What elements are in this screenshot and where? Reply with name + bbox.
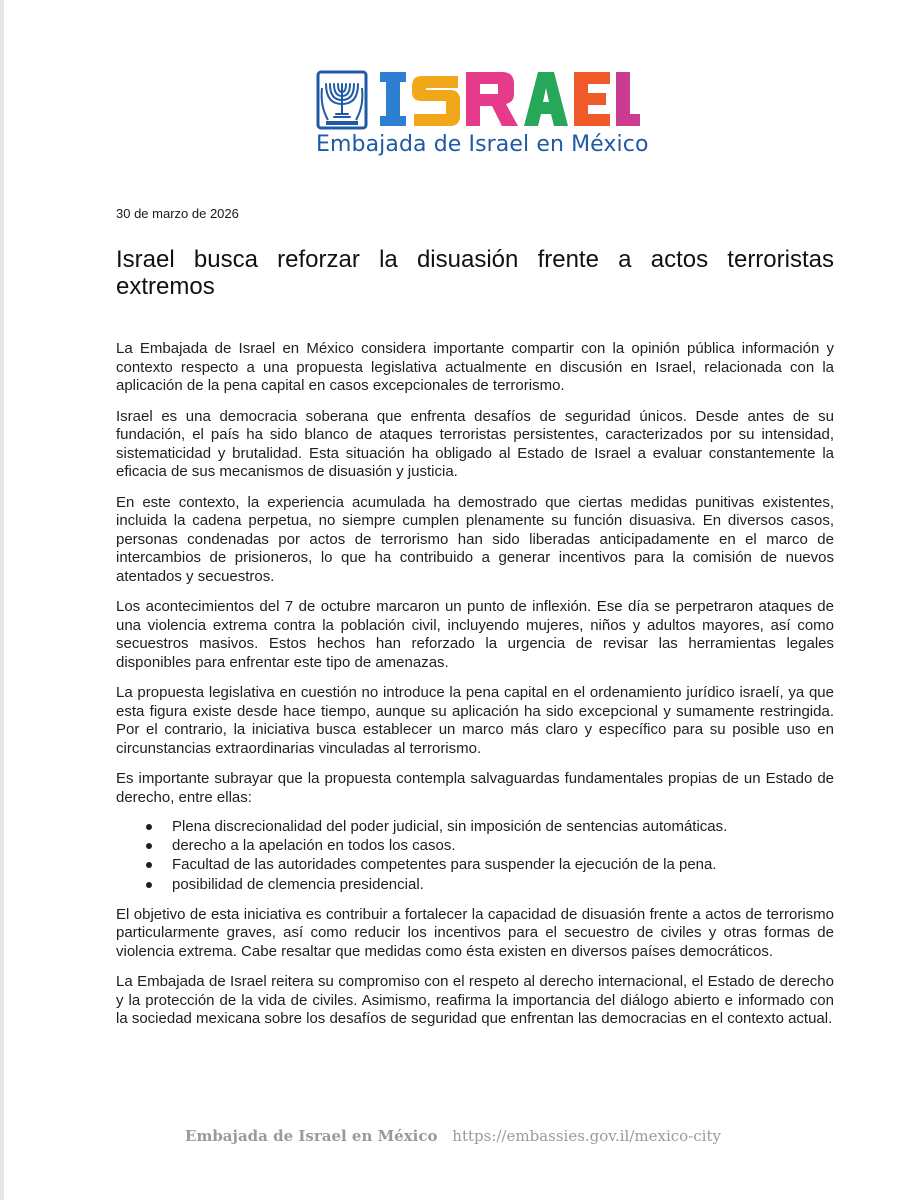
letterhead xyxy=(316,66,656,166)
list-item-text: posibilidad de clemencia presidencial. xyxy=(172,875,424,893)
bullet-icon xyxy=(146,824,152,830)
israel-wordmark-logo xyxy=(378,68,640,130)
paragraph: Israel es una democracia soberana que enfrenta desafíos de seguridad únicos. Desde antes de su fundación, el país ha sido blanco de ataques terroristas persistentes, caracterizados por su intensidad, sistematicidad y brutalidad. Esta situación ha obligado al Estado de Israel a evaluar constantemente la eficacia de sus mecanismos de disuasión y justicia. xyxy=(116,407,834,480)
paragraph: La Embajada de Israel en México considera importante compartir con la opinión pública información y contexto respecto a una propuesta legislativa actualmente en discusión en Israel, relacionada con la aplicación de la pena capital en casos excepcionales de terrorismo. xyxy=(116,340,834,394)
paragraph: Los acontecimientos del 7 de octubre marcaron un punto de inflexión. Ese día se perpetraron ataques de una violencia extrema contra la población civil, incluyendo mujeres, niños y adultos mayores, así como secuestros masivos. Estos hechos han reforzado la urgencia de revisar las herramientas legales disponibles para enfrentar este tipo de amenazas. xyxy=(116,598,834,671)
list-item xyxy=(116,836,834,855)
page-footer xyxy=(0,1127,906,1145)
bullet-icon xyxy=(146,882,152,888)
list-item-text: Plena discrecionalidad del poder judicial, sin imposición de sentencias automáticas. xyxy=(172,818,728,835)
page-edge xyxy=(0,0,4,1200)
list-item-text: Facultad de las autoridades competentes para suspender la ejecución de la pena. xyxy=(172,856,717,874)
list-item xyxy=(116,855,834,874)
footer-website-link[interactable]: https://embassies.gov.il/mexico-city xyxy=(452,1127,721,1145)
list-item xyxy=(116,875,834,894)
safeguards-list xyxy=(116,817,834,894)
paragraph: En este contexto, la experiencia acumulada ha demostrado que ciertas medidas punitivas existentes, incluida la cadena perpetua, no siempre cumplen plenamente su función disuasiva. En diversos casos, personas condenadas por actos de terrorismo han sido liberadas anticipadamente en el marco de intercambios de prisioneros, lo que ha contribuido a generar incentivos para la comisión de nuevos atentados y secuestros. xyxy=(116,493,834,585)
document-title: Israel busca reforzar la disuasión frente a actos terroristas extremos xyxy=(116,246,834,300)
document-date: 30 de marzo de 2026 xyxy=(116,206,239,221)
paragraph: Es importante subrayar que la propuesta contempla salvaguardas fundamentales propias de un Estado de derecho, entre ellas: xyxy=(116,770,834,806)
paragraph: El objetivo de esta iniciativa es contribuir a fortalecer la capacidad de disuasión frente a actos de terrorismo particularmente graves, así como reducir los incentivos para el secuestro de civiles y otras formas de violencia extrema. Cabe resaltar que medidas como ésta existen en diversos países democráticos. xyxy=(116,905,834,960)
paragraph: La propuesta legislativa en cuestión no introduce la pena capital en el ordenamiento jurídico israelí, ya que esta figura existe desde hace tiempo, aunque su aplicación ha sido excepcional y sumamente restringida. Por el contrario, la iniciativa busca establecer un marco más claro y específico para su posible uso en circunstancias extraordinarias vinculadas al terrorismo. xyxy=(116,684,834,757)
embassy-name: Embajada de Israel en México xyxy=(316,132,649,157)
list-item xyxy=(116,817,834,836)
document-body xyxy=(116,340,834,1041)
menorah-emblem-icon xyxy=(316,70,368,130)
bullet-icon xyxy=(146,862,152,868)
footer-embassy-name: Embajada de Israel en México xyxy=(185,1127,438,1145)
paragraph: La Embajada de Israel reitera su compromiso con el respeto al derecho internacional, el Estado de derecho y la protección de la vida de civiles. Asimismo, reafirma la importancia del diálogo abierto e informado con la sociedad mexicana sobre los desafíos de seguridad que enfrentan las democracias en el contexto actual. xyxy=(116,973,834,1028)
list-item-text: derecho a la apelación en todos los casos. xyxy=(172,837,456,855)
bullet-icon xyxy=(146,843,152,849)
